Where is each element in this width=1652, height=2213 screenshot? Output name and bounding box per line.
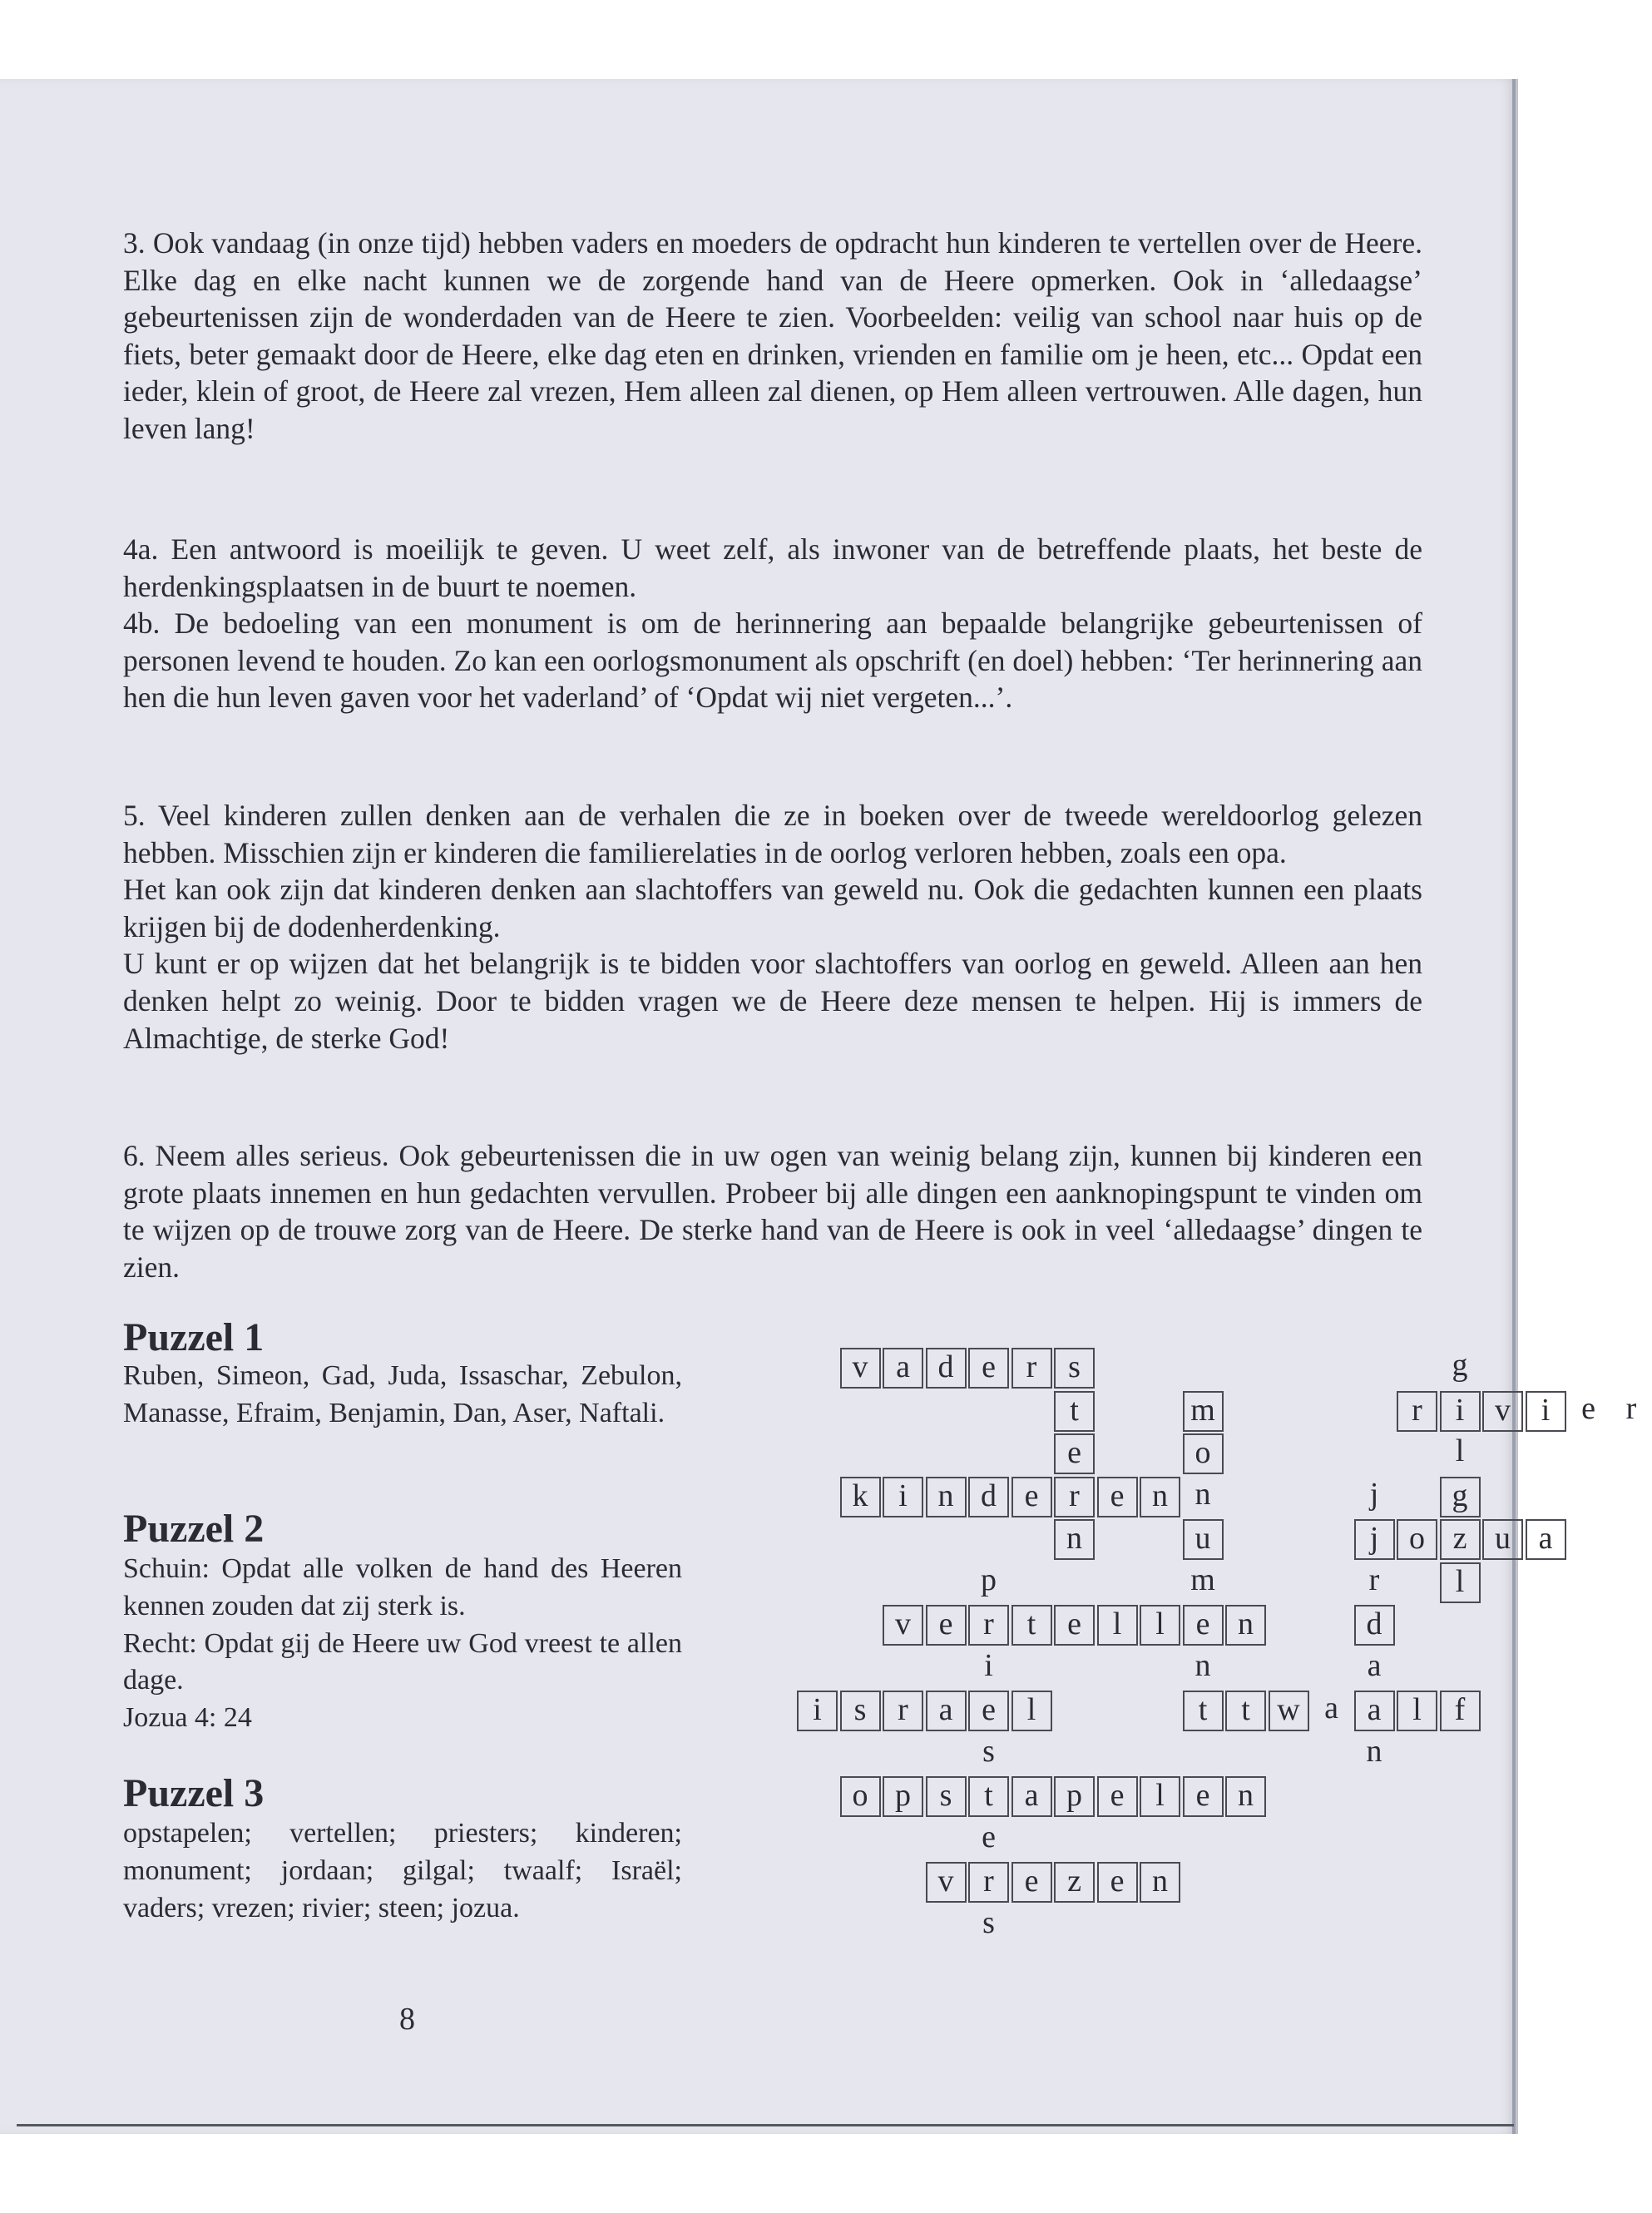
crossword-cell: d (1354, 1605, 1395, 1646)
page-bottom-rule (17, 2124, 1514, 2126)
puzzle-2-title: Puzzel 2 (123, 1507, 265, 1551)
crossword-cell: i (797, 1691, 838, 1731)
crossword-cell: l (1397, 1691, 1437, 1731)
answer-3-text: 3. Ook vandaag (in onze tijd) hebben vaders en moeders de opdracht hun kinderen te vertellen over de Heere. Elke dag en elke nacht kunnen we de zorgende hand van de Heere opmerken. Ook in ‘alledaagse’ gebeurtenissen zijn de wonderdaden van de Heere te zien. Voorbeelden: veilig van school naar huis op de fiets, beter gemaakt door de Heere, elke dag eten en drinken, vrienden en familie om je heen, etc... Opdat een ieder, klein of groot, de Heere zal vrezen, Hem alleen zal dienen, op Hem alleen vertrouwen. Alle dagen, hun leven lang! (123, 226, 1422, 445)
crossword-cell: n (1140, 1477, 1180, 1517)
crossword-cell: r (883, 1691, 923, 1731)
crossword-cell: l (1097, 1605, 1138, 1646)
crossword-cell: o (1397, 1519, 1437, 1560)
crossword-cell: l (1011, 1691, 1052, 1731)
crossword-cell: p (981, 1562, 997, 1597)
crossword-cell: s (926, 1776, 967, 1817)
crossword-cell: t (1011, 1605, 1052, 1646)
crossword-cell: e (968, 1691, 1009, 1731)
crossword-cell: p (883, 1776, 923, 1817)
crossword-cell: a (1526, 1519, 1566, 1560)
crossword-cell: n (1140, 1862, 1180, 1903)
crossword-cell: a (1324, 1691, 1338, 1725)
puzzle-1-title: Puzzel 1 (123, 1315, 265, 1359)
puzzle-1-text: Ruben, Simeon, Gad, Juda, Issaschar, Zebulon, Manasse, Efraim, Benjamin, Dan, Aser, Naftali. (123, 1360, 682, 1428)
crossword-cell: n (926, 1477, 967, 1517)
crossword-cell: g (1440, 1477, 1481, 1517)
crossword-cell: t (1183, 1691, 1224, 1731)
crossword-cell: z (1440, 1519, 1481, 1560)
answer-4a-text: 4a. Een antwoord is moeilijk te geven. U weet zelf, als inwoner van de betreffende plaats, het beste de herdenkingsplaatsen in de buurt te noemen. (123, 532, 1422, 603)
crossword-cell: i (984, 1647, 993, 1683)
crossword-cell: i (1526, 1391, 1566, 1432)
crossword-cell: e (926, 1605, 967, 1646)
puzzle-2-line-1: Schuin: Opdat alle volken de hand des Heeren kennen zouden dat zij sterk is. (123, 1553, 682, 1621)
crossword-cell: e (968, 1348, 1009, 1389)
answer-6-text: 6. Neem alles serieus. Ook gebeurtenissen die in uw ogen van weinig belang zijn, kunnen bij kinderen een grote plaats innemen en hun gedachten vervullen. Probeer bij alle dingen een aanknopingspunt te vinden om te wijzen op de trouwe zorg van de Heere. De sterke hand van de Heere is ook in veel ‘alledaagse’ dingen te zien. (123, 1139, 1422, 1284)
crossword-cell: r (1368, 1562, 1380, 1597)
crossword-cell: u (1482, 1519, 1523, 1560)
crossword-cell: v (883, 1605, 923, 1646)
crossword-cell: r (1011, 1348, 1052, 1389)
crossword-cell: u (1183, 1519, 1224, 1560)
crossword-cell: l (1440, 1562, 1481, 1603)
crossword-cell: n (1225, 1776, 1266, 1817)
crossword-cell: s (1054, 1348, 1095, 1389)
crossword-cell: e (1011, 1862, 1052, 1903)
crossword-cell: o (1183, 1433, 1224, 1474)
crossword-cell: t (968, 1776, 1009, 1817)
crossword-cell: a (1011, 1776, 1052, 1817)
crossword-cell: e (1097, 1477, 1138, 1517)
crossword-cell: r (1397, 1391, 1437, 1432)
crossword-cell: e (1054, 1433, 1095, 1474)
puzzle-3-title: Puzzel 3 (123, 1771, 265, 1815)
crossword-cell: d (968, 1477, 1009, 1517)
crossword-cell: e (1183, 1605, 1224, 1646)
crossword-cell: k (840, 1477, 881, 1517)
crossword-cell: n (1054, 1519, 1095, 1560)
crossword-cell: r (1625, 1390, 1637, 1426)
crossword-cell: e (1011, 1477, 1052, 1517)
crossword-cell: l (1140, 1776, 1180, 1817)
crossword-cell: a (1354, 1691, 1395, 1731)
crossword-cell: d (926, 1348, 967, 1389)
answer-4b-text: 4b. De bedoeling van een monument is om de herinnering aan bepaalde belangrijke gebeurtenissen of personen levend te houden. Zo kan een oorlogsmonument als opschrift (en doel) hebben: ‘Ter herinnering aan hen die hun leven gaven voor het vaderland’ of ‘Opdat wij niet vergeten...’. (123, 606, 1422, 715)
crossword-cell: e (1183, 1776, 1224, 1817)
crossword-cell: e (1054, 1605, 1095, 1646)
crossword-cell: e (1581, 1390, 1595, 1426)
crossword-cell: n (1366, 1733, 1382, 1769)
crossword-cell: e (1097, 1776, 1138, 1817)
crossword-cell: w (1269, 1691, 1309, 1731)
answer-5-text-2: Het kan ook zijn dat kinderen denken aan slachtoffers van geweld nu. Ook die gedachten kunnen een plaats krijgen bij de dodenherdenking. (123, 873, 1422, 943)
crossword-cell: a (926, 1691, 967, 1731)
crossword-cell: s (840, 1691, 881, 1731)
crossword-cell: j (1354, 1519, 1395, 1560)
puzzle-2-answer (123, 1551, 682, 1737)
answer-6 (123, 1137, 1422, 1285)
crossword-cell: r (1054, 1477, 1095, 1517)
crossword-cell: f (1440, 1691, 1481, 1731)
crossword-cell: s (982, 1904, 995, 1940)
puzzle-2-line-3: Jozua 4: 24 (123, 1702, 252, 1734)
crossword-cell: r (968, 1605, 1009, 1646)
crossword-cell: p (1054, 1776, 1095, 1817)
crossword-cell: s (982, 1733, 995, 1769)
crossword-cell: l (1455, 1433, 1465, 1468)
crossword-cell: n (1194, 1647, 1211, 1683)
crossword-cell: v (926, 1862, 967, 1903)
crossword-cell: r (968, 1862, 1009, 1903)
crossword-cell: i (883, 1477, 923, 1517)
crossword-cell: n (1194, 1476, 1211, 1512)
crossword-cell: z (1054, 1862, 1095, 1903)
page-number: 8 (399, 2002, 415, 2037)
answer-5-text-1: 5. Veel kinderen zullen denken aan de verhalen die ze in boeken over de tweede wereldoorlog gelezen hebben. Misschien zijn er kinderen die familierelaties in de oorlog verloren hebben, zoals een opa. (123, 799, 1422, 869)
crossword-cell: o (840, 1776, 881, 1817)
crossword-cell: e (982, 1819, 996, 1854)
page-edge (1512, 79, 1516, 2134)
crossword-cell: v (1482, 1391, 1523, 1432)
crossword-cell: e (1097, 1862, 1138, 1903)
answer-3 (123, 225, 1422, 448)
puzzle-3-text: opstapelen; vertellen; priesters; kinderen; monument; jordaan; gilgal; twaalf; Israël; vaders; vrezen; rivier; steen; jozua. (123, 1818, 682, 1923)
crossword-cell: a (1367, 1647, 1382, 1683)
answer-5-text-3: U kunt er op wijzen dat het belangrijk is te bidden voor slachtoffers van oorlog en geweld. Alleen aan hen denken helpt zo weinig. Door te bidden vragen we de Heere deze mensen te helpen. Hij is immers de Almachtige, de sterke God! (123, 947, 1422, 1055)
puzzle-3-answer (123, 1815, 682, 1927)
answer-4 (123, 531, 1422, 716)
crossword-cell: g (1452, 1348, 1468, 1383)
crossword-cell: t (1225, 1691, 1266, 1731)
crossword-cell: j (1369, 1476, 1379, 1512)
crossword-cell: n (1225, 1605, 1266, 1646)
crossword-cell: v (840, 1348, 881, 1389)
answer-5 (123, 797, 1422, 1057)
crossword-cell: t (1054, 1391, 1095, 1432)
crossword-cell: m (1190, 1562, 1215, 1597)
puzzle-2-line-2: Recht: Opdat gij de Heere uw God vreest te allen dage. (123, 1627, 682, 1696)
puzzle-1-answer (123, 1358, 682, 1433)
crossword-cell: i (1440, 1391, 1481, 1432)
crossword-cell: a (883, 1348, 923, 1389)
crossword-cell: l (1140, 1605, 1180, 1646)
crossword-cell: m (1183, 1391, 1224, 1432)
